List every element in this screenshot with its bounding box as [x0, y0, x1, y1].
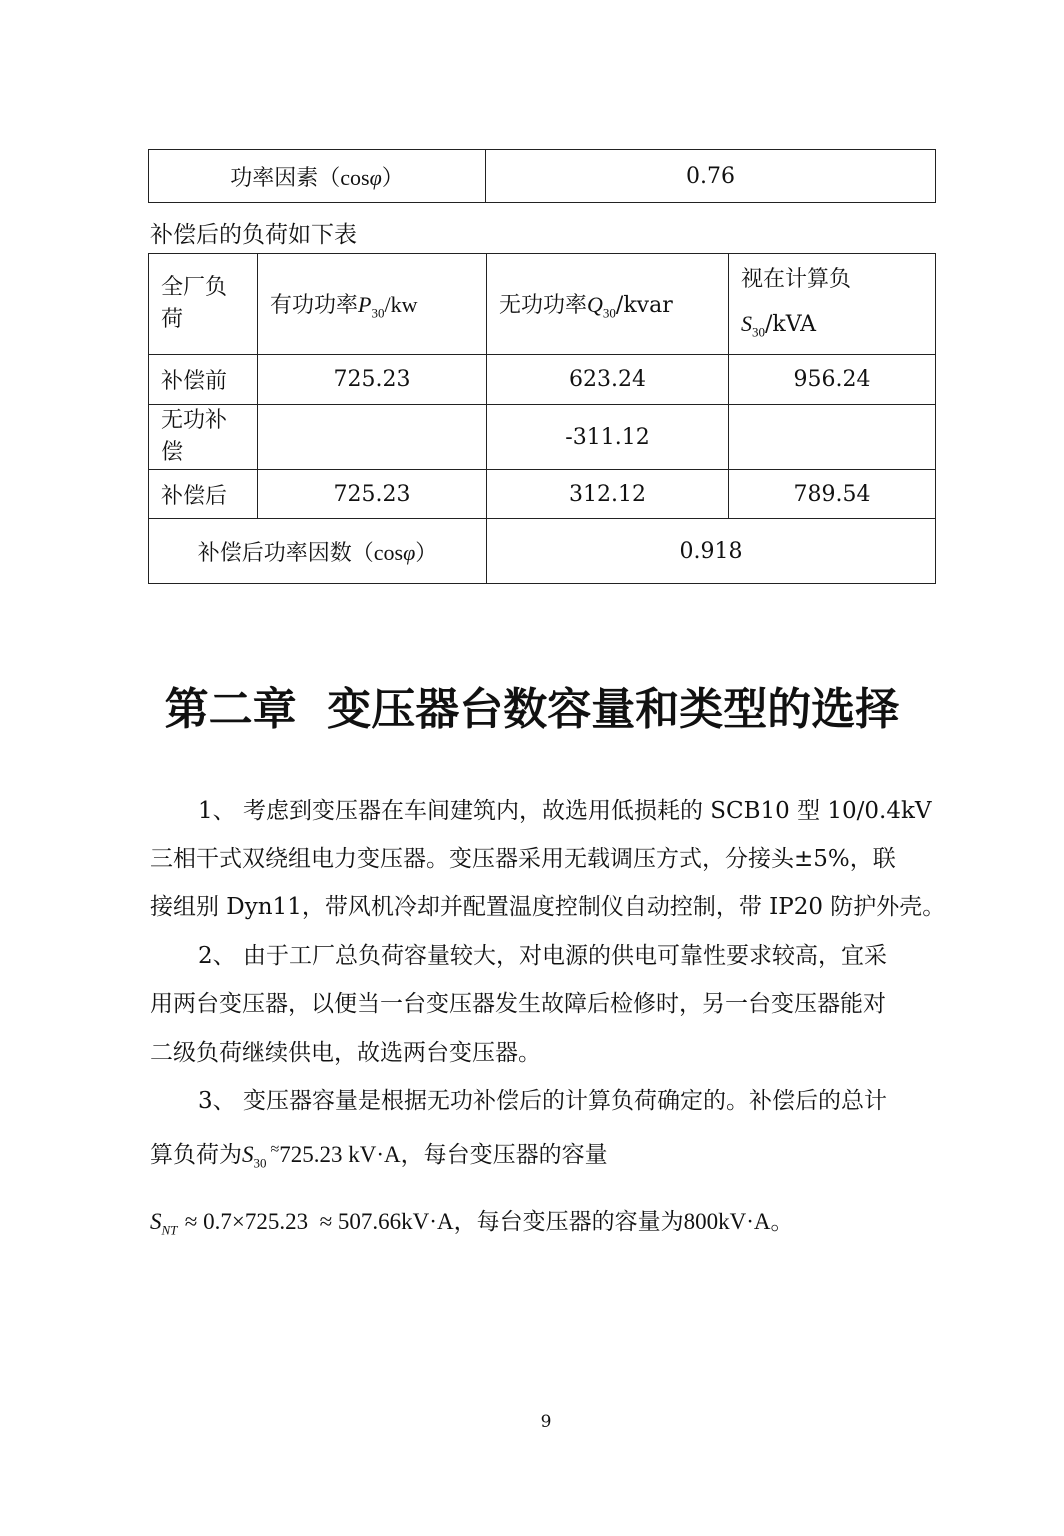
- q-subscript: 30: [602, 304, 616, 320]
- p-symbol: P: [358, 291, 372, 317]
- capacity-equation: [150, 1203, 793, 1239]
- approx-sign: ≈: [270, 1141, 280, 1158]
- row-active-power: [258, 405, 487, 470]
- table-row: [149, 470, 936, 519]
- header-col2-prefix: 无功功率: [499, 292, 588, 318]
- s-unit: /kVA: [765, 312, 817, 337]
- power-factor-label-cell: [149, 150, 486, 203]
- header-col1-prefix: 有功功率: [270, 292, 359, 318]
- load-table: [148, 253, 936, 584]
- table-caption: 补偿后的负荷如下表: [150, 222, 357, 248]
- row-apparent-load: 956.24: [729, 355, 936, 405]
- header-whole-plant-load: [149, 254, 258, 355]
- row-active-power: 725.23: [258, 355, 487, 405]
- header-col3-line1: 视在计算负: [741, 267, 852, 292]
- para3-line1: 3、 变压器容量是根据无功补偿后的计算负荷确定的。补偿后的总计: [198, 1088, 887, 1114]
- power-factor-value-cell: [486, 150, 936, 203]
- row-label-text: 无功补偿: [161, 408, 228, 466]
- s-subscript: 30: [752, 324, 765, 340]
- power-factor-table: [148, 149, 936, 203]
- para3-prefix: 算负荷为: [150, 1142, 242, 1168]
- para2-line1: 2、 由于工厂总负荷容量较大，对电源的供电可靠性要求较高，宜采: [198, 943, 887, 969]
- para3-suffix: ，每台变压器的容量: [400, 1142, 608, 1168]
- row-reactive-power: -311.12: [487, 405, 729, 470]
- power-factor-label: 功率因素（: [230, 165, 341, 191]
- s30-value: 725.23 kV·A: [279, 1142, 401, 1167]
- footer-power-factor-label: [149, 519, 487, 584]
- equation-expression: ≈ 0.7×725.23 ≈ 507.66kV·A: [184, 1209, 454, 1234]
- footer-label-text: 补偿后功率因数（: [197, 540, 374, 566]
- footer-power-factor-value: 0.918: [487, 519, 936, 584]
- header-apparent-load: [729, 254, 936, 355]
- row-reactive-power: 623.24: [487, 355, 729, 405]
- power-factor-value: 0.76: [686, 163, 735, 189]
- para1-line2: 三相干式双绕组电力变压器。变压器采用无载调压方式，分接头±5%，联: [150, 846, 896, 872]
- para2-line2: 用两台变压器，以便当一台变压器发生故障后检修时，另一台变压器能对: [150, 991, 886, 1017]
- table-footer-row: [149, 519, 936, 584]
- table-row: [149, 355, 936, 405]
- page-number: 9: [540, 1412, 552, 1432]
- header-reactive-power: [487, 254, 729, 355]
- footer-phi-symbol: φ: [403, 539, 416, 565]
- row-label: 补偿前: [149, 355, 258, 405]
- row-active-power: 725.23: [258, 470, 487, 519]
- row-label: 补偿后: [149, 470, 258, 519]
- para2-line3: 二级负荷继续供电，故选两台变压器。: [150, 1040, 541, 1066]
- para3-line2: [150, 1136, 608, 1172]
- q-unit: /kvar: [615, 292, 673, 318]
- q-symbol: Q: [587, 291, 603, 317]
- chapter-title: 第二章 变压器台数容量和类型的选择: [164, 684, 900, 735]
- phi-symbol: φ: [369, 164, 382, 190]
- header-active-power: [258, 254, 487, 355]
- table-row: [149, 405, 936, 470]
- row-reactive-power: 312.12: [487, 470, 729, 519]
- p-unit: /kw: [384, 291, 418, 317]
- cos-text: cos: [340, 164, 370, 190]
- footer-close-paren: ）: [415, 540, 438, 566]
- equation-end: 。: [770, 1209, 794, 1235]
- table-header-row: [149, 254, 936, 355]
- footer-cos-text: cos: [373, 539, 404, 565]
- row-label: [149, 405, 258, 470]
- s-symbol: S: [741, 311, 752, 336]
- snt-symbol: S: [150, 1209, 162, 1234]
- snt-subscript: NT: [161, 1222, 178, 1238]
- s30-symbol: S: [242, 1142, 254, 1167]
- p-subscript: 30: [371, 304, 385, 320]
- para1-line3: 接组别 Dyn11，带风机冷却并配置温度控制仪自动控制，带 IP20 防护外壳。: [150, 894, 946, 920]
- para1-line1: 1、 考虑到变压器在车间建筑内，故选用低损耗的 SCB10 型 10/0.4kV: [198, 798, 932, 824]
- header-col0-text: 全厂负荷: [161, 275, 228, 333]
- equation-suffix: ，每台变压器的容量为: [453, 1209, 684, 1235]
- close-paren: ）: [381, 165, 404, 191]
- row-apparent-load: [729, 405, 936, 470]
- row-apparent-load: 789.54: [729, 470, 936, 519]
- s30-subscript: 30: [253, 1155, 267, 1171]
- equation-result: 800kV·A: [683, 1209, 771, 1234]
